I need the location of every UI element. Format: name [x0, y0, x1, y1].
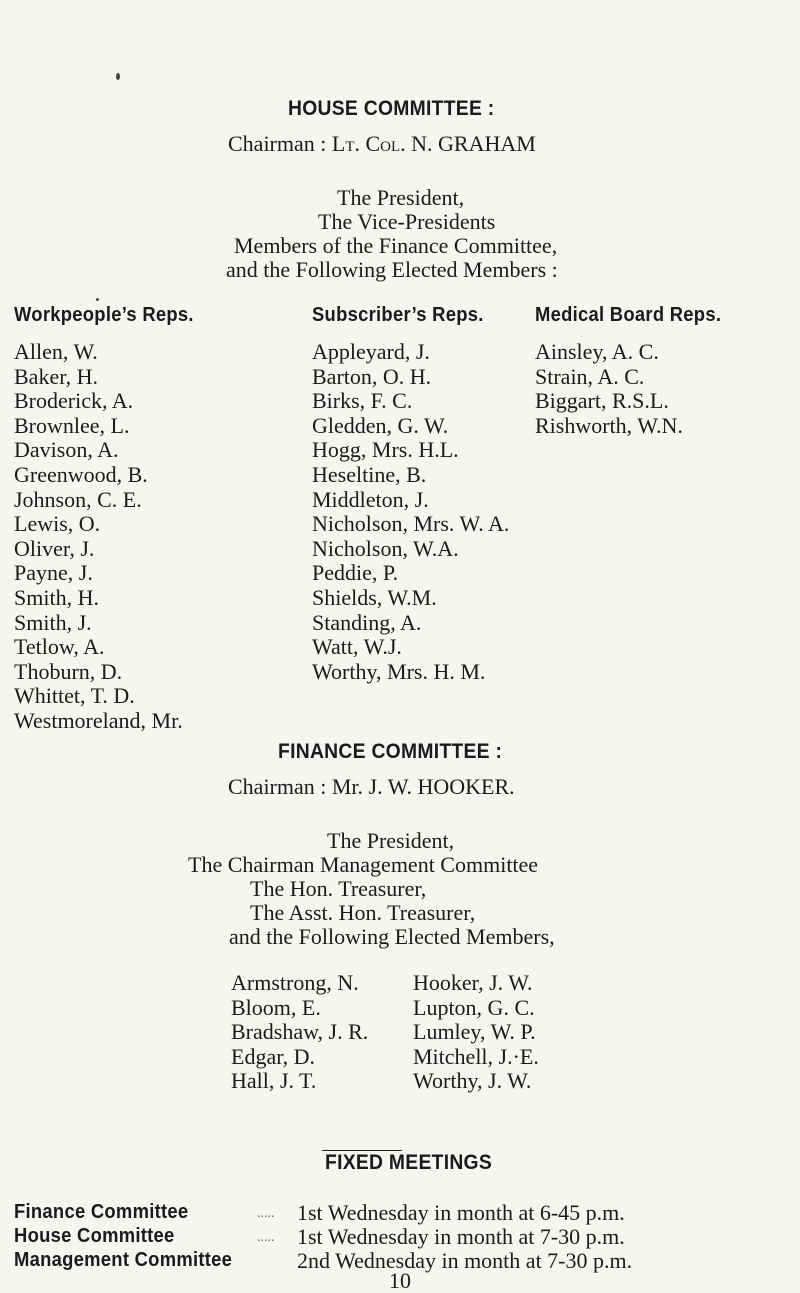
list-item: Broderick, A.: [14, 388, 134, 414]
finance-intro-line-2: The Chairman Management Committee: [188, 852, 539, 877]
list-item: Hall, J. T.: [231, 1068, 317, 1094]
list-item: Nicholson, Mrs. W. A.: [312, 511, 510, 537]
list-item: Tetlow, A.: [14, 634, 105, 660]
list-item: Worthy, J. W.: [413, 1068, 532, 1094]
finance-members-right-list: [413, 971, 539, 1094]
list-item: Smith, H.: [14, 584, 99, 610]
meeting-schedule: 2nd Wednesday in month at 7-30 p.m.: [297, 1248, 633, 1273]
list-item: Oliver, J.: [14, 535, 95, 561]
chairman-prefix: Chairman :: [228, 131, 327, 156]
workpeople-reps-header: Workpeople’s Reps.: [14, 304, 194, 326]
list-item: Davison, A.: [14, 437, 119, 463]
list-item: Rishworth, W.N.: [535, 412, 683, 438]
list-item: Greenwood, B.: [14, 461, 148, 487]
house-intro-line-3: Members of the Finance Committee,: [234, 233, 558, 258]
list-item: Lumley, W. P.: [413, 1019, 536, 1045]
list-item: Appleyard, J.: [312, 339, 430, 364]
subscribers-reps-list: [312, 340, 509, 684]
list-item: Baker, H.: [14, 363, 99, 389]
list-item: Middleton, J.: [312, 486, 429, 512]
finance-intro-line-3: The Hon. Treasurer,: [250, 876, 427, 901]
list-item: Hooker, J. W.: [413, 970, 533, 995]
medical-board-reps-header: Medical Board Reps.: [535, 304, 722, 326]
list-item: Lupton, G. C.: [413, 994, 535, 1020]
list-item: Armstrong, N.: [231, 970, 359, 995]
list-item: Mitchell, J.·E.: [413, 1043, 539, 1069]
list-item: Hogg, Mrs. H.L.: [312, 437, 459, 463]
meeting-row-management: [14, 1249, 251, 1272]
finance-members-left-list: [231, 971, 368, 1094]
list-item: Smith, J.: [14, 609, 92, 635]
meeting-schedule: 1st Wednesday in month at 7-30 p.m.: [297, 1224, 625, 1249]
list-item: Biggart, R.S.L.: [535, 388, 669, 414]
page-number: 10: [389, 1268, 411, 1293]
list-item: Payne, J.: [14, 560, 93, 586]
list-item: Barton, O. H.: [312, 363, 432, 389]
list-item: Gledden, G. W.: [312, 412, 449, 438]
meeting-leader-dots: .....: [257, 1206, 275, 1221]
subscribers-reps-header: Subscriber’s Reps.: [312, 304, 484, 326]
medical-board-reps-list: [535, 340, 683, 438]
list-item: Heseltine, B.: [312, 461, 427, 487]
meeting-schedule: 1st Wednesday in month at 6-45 p.m.: [297, 1200, 625, 1225]
list-item: Watt, W.J.: [312, 634, 402, 660]
fixed-meetings-heading: FIXED MEETINGS: [325, 1151, 493, 1174]
list-item: Shields, W.M.: [312, 584, 437, 610]
meeting-name: Finance Committee: [14, 1201, 189, 1223]
finance-committee-heading: FINANCE COMMITTEE :: [278, 740, 503, 763]
list-item: Johnson, C. E.: [14, 486, 142, 512]
meeting-leader-dots: .....: [257, 1230, 275, 1245]
list-item: Lewis, O.: [14, 511, 101, 537]
meeting-name: Management Committee: [14, 1249, 233, 1271]
list-item: Bradshaw, J. R.: [231, 1019, 369, 1045]
house-intro-line-1: The President,: [337, 185, 465, 210]
finance-intro-line-4: The Asst. Hon. Treasurer,: [250, 900, 476, 925]
workpeople-reps-list: [14, 340, 183, 734]
ink-speck: [96, 298, 99, 301]
ink-speck: [116, 73, 120, 80]
list-item: Bloom, E.: [231, 994, 321, 1020]
list-item: Ainsley, A. C.: [535, 339, 659, 364]
list-item: Allen, W.: [14, 339, 98, 364]
list-item: Thoburn, D.: [14, 658, 123, 684]
list-item: Peddie, P.: [312, 560, 399, 586]
list-item: Brownlee, L.: [14, 412, 130, 438]
finance-intro-line-5: and the Following Elected Members,: [229, 924, 555, 949]
finance-committee-chairman: Chairman : Mr. J. W. HOOKER.: [228, 774, 515, 799]
list-item: Strain, A. C.: [535, 363, 645, 389]
heading-rule: [322, 1150, 402, 1151]
list-item: Westmoreland, Mr.: [14, 707, 183, 733]
list-item: Worthy, Mrs. H. M.: [312, 658, 486, 684]
list-item: Edgar, D.: [231, 1043, 316, 1069]
list-item: Birks, F. C.: [312, 388, 413, 414]
meeting-row-finance: [14, 1201, 204, 1224]
house-intro-line-2: The Vice-Presidents: [318, 209, 496, 234]
list-item: Nicholson, W.A.: [312, 535, 459, 561]
meeting-name: House Committee: [14, 1225, 175, 1247]
house-committee-chairman: [228, 131, 536, 156]
house-intro-line-4: and the Following Elected Members :: [226, 257, 558, 282]
list-item: Standing, A.: [312, 609, 422, 635]
house-committee-heading: HOUSE COMMITTEE :: [287, 97, 495, 120]
chairman-name: Lt. Col. N. GRAHAM: [331, 131, 536, 156]
finance-intro-line-1: The President,: [327, 828, 455, 853]
list-item: Whittet, T. D.: [14, 683, 135, 709]
meeting-row-house: [14, 1225, 189, 1248]
